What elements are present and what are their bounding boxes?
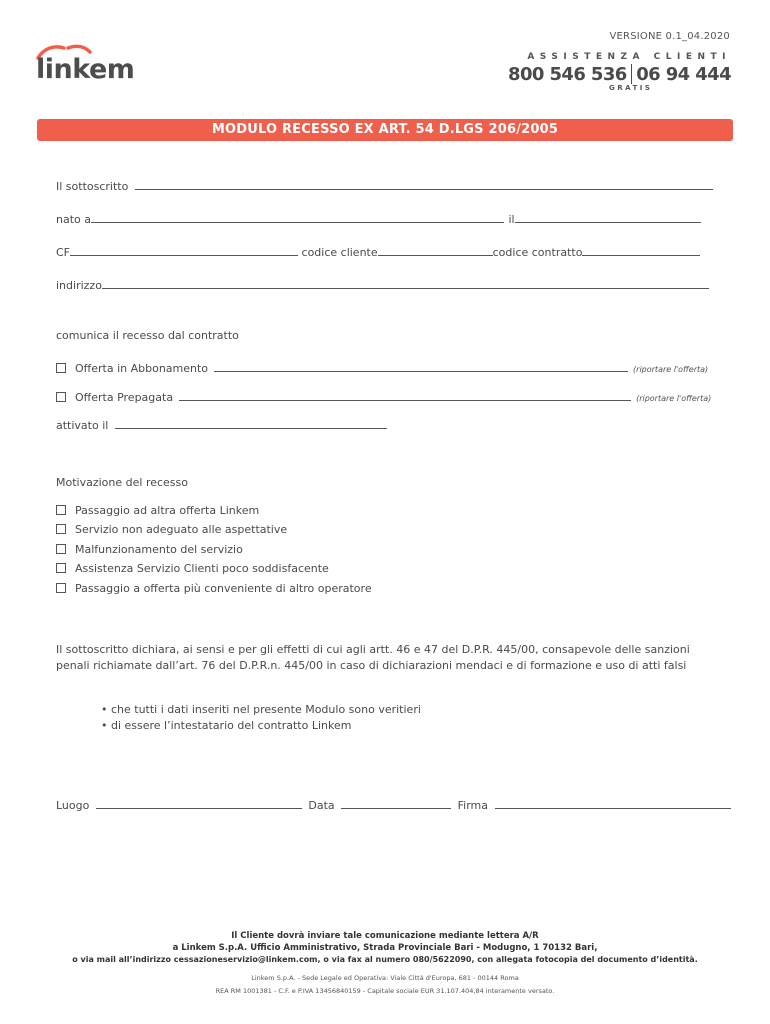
footer-line-2: a Linkem S.p.A. Ufficio Amministrativo, Strada Provinciale Bari - Modugno, 1 70132 Bari, [172, 943, 598, 953]
phone-landline: 06 94 444 [636, 64, 731, 85]
logo-text: linkem [36, 54, 135, 85]
motivazione-option [56, 562, 329, 575]
firma-field[interactable] [495, 800, 731, 809]
codice-cliente-field[interactable] [378, 247, 493, 256]
dichiarazione-item: • di essere l’intestatario del contratto Linkem [101, 719, 352, 732]
motivazione-option [56, 523, 287, 536]
linkem-logo [36, 44, 156, 86]
codice-cliente-label: codice cliente [301, 246, 378, 259]
prepagata-checkbox[interactable] [56, 392, 66, 402]
data-label: Data [308, 799, 335, 812]
motivazione-checkbox-4[interactable] [56, 563, 66, 573]
motivazione-label-2: Servizio non adeguato alle aspettative [75, 523, 288, 536]
motivazione-option [56, 504, 259, 517]
abbonamento-note: (riportare l'offerta) [633, 365, 709, 374]
prepagata-label: Offerta Prepagata [75, 391, 174, 404]
motivazione-option [56, 582, 372, 595]
sottoscritto-label: Il sottoscritto [56, 180, 129, 193]
indirizzo-label: indirizzo [56, 279, 102, 292]
footer-legal-2: REA RM 1001381 - C.F. e P.IVA 13456840159 - Capitale sociale EUR 31.107.404,84 interamente versato. [215, 987, 555, 995]
cf-label: CF [56, 246, 71, 259]
gratis-label: GRATIS [609, 84, 653, 92]
recesso-intro: comunica il recesso dal contratto [56, 329, 239, 342]
motivazione-checkbox-2[interactable] [56, 524, 66, 534]
motivazione-option [56, 543, 243, 556]
il-label: il [508, 213, 515, 226]
indirizzo-field[interactable] [102, 280, 709, 289]
motivazione-title: Motivazione del recesso [56, 476, 188, 489]
motivazione-label-3: Malfunzionamento del servizio [75, 543, 243, 556]
cf-field[interactable] [70, 247, 298, 256]
sottoscritto-field[interactable] [135, 181, 713, 190]
luogo-label: Luogo [56, 799, 90, 812]
attivato-field[interactable] [115, 420, 387, 429]
assistance-label: ASSISTENZA CLIENTI [527, 52, 731, 62]
row-firma [56, 799, 731, 812]
dichiarazione-text: Il sottoscritto dichiara, ai sensi e per gli effetti di cui agli artt. 46 e 47 del D.P.R. 445/00, consapevole delle sanzioni penali richiamate dall’art. 76 del D.P.R.n. 445/00 in caso di dichiarazioni mendaci e di formazione e uso di atti falsi [56, 643, 690, 672]
motivazione-label-1: Passaggio ad altra offerta Linkem [75, 504, 260, 517]
data-field[interactable] [341, 800, 451, 809]
option-abbonamento [56, 362, 708, 375]
version-label: VERSIONE 0.1_04.2020 [609, 31, 730, 42]
form-title: MODULO RECESSO EX ART. 54 D.LGS 206/2005 [37, 119, 733, 141]
luogo-field[interactable] [96, 800, 302, 809]
footer-line-3: o via mail all’indirizzo cessazioneservizio@linkem.com, o via fax al numero 080/5622090, con allegata fotocopia del documento d’identità. [72, 955, 698, 964]
nato-label: nato a [56, 213, 91, 226]
row-indirizzo [56, 279, 709, 292]
dichiarazione-list [101, 702, 421, 734]
prepagata-note: (riportare l'offerta) [636, 394, 712, 403]
abbonamento-field[interactable] [214, 363, 628, 372]
codice-contratto-field[interactable] [582, 247, 700, 256]
dichiarazione-item: • che tutti i dati inseriti nel presente Modulo sono veritieri [101, 703, 421, 716]
motivazione-label-4: Assistenza Servizio Clienti poco soddisfacente [75, 562, 329, 575]
option-prepagata [56, 391, 711, 404]
motivazione-checkbox-3[interactable] [56, 544, 66, 554]
row-attivato [56, 419, 387, 432]
phone-numbers [508, 64, 731, 85]
codice-contratto-label: codice contratto [492, 246, 583, 259]
motivazione-checkbox-5[interactable] [56, 583, 66, 593]
attivato-label: attivato il [56, 419, 109, 432]
luogo-nascita-field[interactable] [91, 214, 504, 223]
motivazione-label-5: Passaggio a offerta più conveniente di altro operatore [75, 582, 372, 595]
prepagata-field[interactable] [179, 392, 631, 401]
firma-label: Firma [457, 799, 488, 812]
row-sottoscritto [56, 180, 713, 193]
phone-toll-free: 800 546 536 [508, 64, 627, 85]
phone-separator [631, 64, 633, 84]
footer-line-1: Il Cliente dovrà inviare tale comunicazione mediante lettera A/R [231, 931, 539, 941]
row-nascita [56, 213, 701, 226]
data-nascita-field[interactable] [515, 214, 701, 223]
abbonamento-checkbox[interactable] [56, 363, 66, 373]
row-codici [56, 246, 700, 259]
footer-legal-1: Linkem S.p.A. - Sede Legale ed Operativa: Viale Città d'Europa, 681 - 00144 Roma [251, 974, 519, 982]
motivazione-checkbox-1[interactable] [56, 505, 66, 515]
abbonamento-label: Offerta in Abbonamento [75, 362, 209, 375]
